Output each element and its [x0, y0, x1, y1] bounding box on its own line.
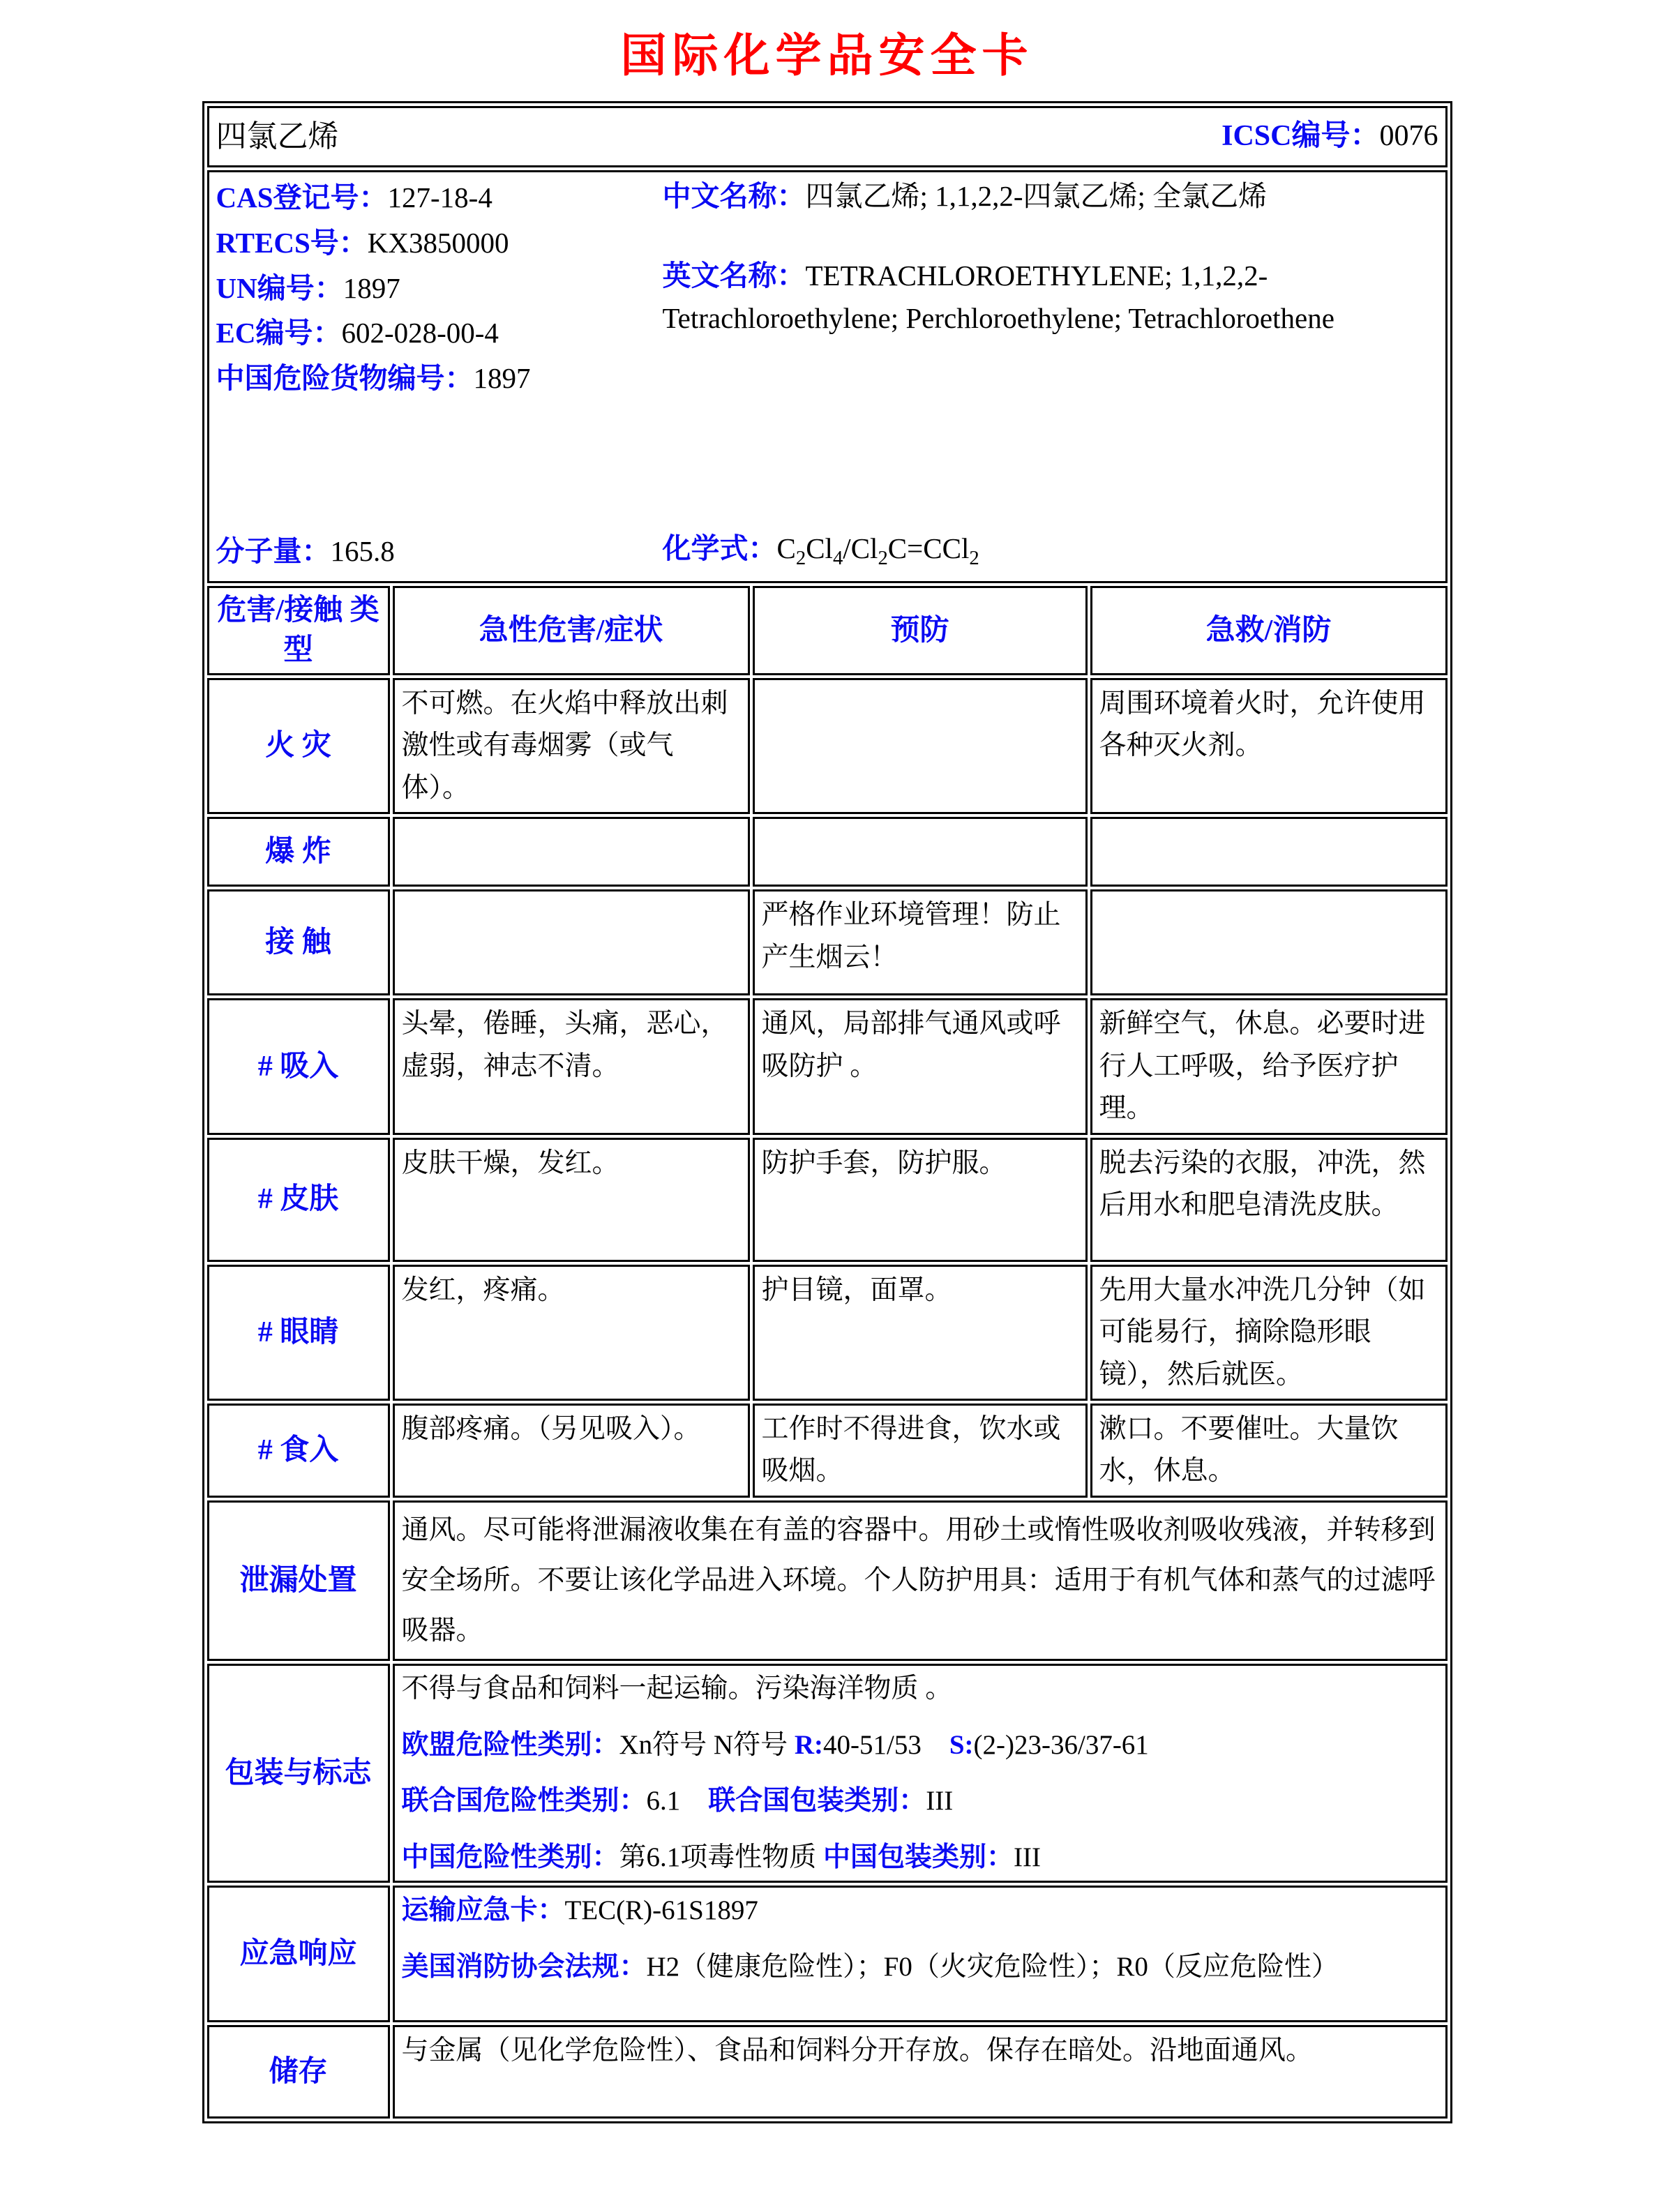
- hazard-row-fire: [207, 678, 1448, 814]
- header-hazard-type: 危害/接触 类型: [207, 586, 390, 675]
- icsc-label: ICSC编号：: [1221, 120, 1380, 153]
- hazard-row-contact: [207, 889, 1448, 995]
- cas-number-line: CAS登记号：127-18-4: [216, 181, 493, 213]
- un-number-line: UN编号：1897: [216, 271, 400, 304]
- spill-content: 通风。尽可能将泄漏液收集在有盖的容器中。用砂土或惰性吸收剂吸收残液，并转移到安全场所。不要让该化学品进入环境。个人防护用具：适用于有机气体和蒸气的过滤呼吸器。: [393, 1500, 1448, 1661]
- ingestion-symptoms-cell: 腹部疼痛。（另见吸入）。: [393, 1404, 750, 1498]
- ingestion-prevention-cell: 工作时不得进食，饮水或吸烟。: [753, 1404, 1088, 1498]
- hazard-row-skin: [207, 1138, 1448, 1262]
- icsc-value: 0076: [1379, 120, 1438, 153]
- packaging-transport-line: 不得与食品和饲料一起运输。污染海洋物质 。: [401, 1673, 953, 1704]
- section-title-packaging: 包装与标志: [207, 1664, 390, 1883]
- section-title-emergency: 应急响应: [207, 1886, 390, 2022]
- skin-symptoms-cell: 皮肤干燥，发红。: [393, 1138, 750, 1262]
- section-title-spill: 泄漏处置: [207, 1500, 390, 1661]
- identity-row: [207, 170, 1448, 583]
- hazard-row-eyes: [207, 1265, 1448, 1401]
- contact-symptoms-cell: [393, 889, 750, 995]
- packaging-content: [393, 1664, 1448, 1883]
- explosion-firstaid-cell: [1090, 817, 1448, 887]
- rtecs-number-line: RTECS号：KX3850000: [216, 226, 509, 259]
- storage-content: 与金属（见化学危险性）、食品和饲料分开存放。保存在暗处。沿地面通风。: [393, 2025, 1448, 2119]
- hazard-header-row: [207, 586, 1448, 675]
- identity-cell: [207, 170, 1448, 583]
- chemical-formula-line: 化学式：$C_2Cl_4/Cl_2C=CCl_2$: [662, 532, 979, 570]
- inhalation-prevention-cell: 通风，局部排气通风或呼吸防护 。: [753, 998, 1088, 1134]
- header-firstaid: 急救/消防: [1090, 586, 1448, 675]
- icsc-number: [1221, 114, 1438, 159]
- chemical-formula: $C_2Cl_4/Cl_2C=CCl_2$: [776, 532, 979, 570]
- row-title-ingestion: # 食入: [207, 1404, 390, 1498]
- fire-prevention-cell: [753, 678, 1088, 814]
- row-title-fire: 火 灾: [207, 678, 390, 814]
- explosion-symptoms-cell: [393, 817, 750, 887]
- row-title-skin: # 皮肤: [207, 1138, 390, 1262]
- row-title-inhalation: # 吸入: [207, 998, 390, 1134]
- contact-firstaid-cell: [1090, 889, 1448, 995]
- fire-firstaid-cell: 周围环境着火时，允许使用各种灭火剂。: [1090, 678, 1448, 814]
- emergency-tec-line: 运输应急卡：TEC(R)-61S1897: [401, 1895, 758, 1926]
- skin-prevention-cell: 防护手套，防护服。: [753, 1138, 1088, 1262]
- header-prevention: 预防: [753, 586, 1088, 675]
- packaging-un-line: 联合国危险性类别：6.1 联合国包装类别：III: [401, 1786, 954, 1816]
- inhalation-firstaid-cell: 新鲜空气，休息。必要时进行人工呼吸，给予医疗护理。: [1090, 998, 1448, 1134]
- contact-prevention-cell: 严格作业环境管理！防止产生烟云！: [753, 889, 1088, 995]
- inhalation-symptoms-cell: 头晕，倦睡，头痛，恶心，虚弱，神志不清。: [393, 998, 750, 1134]
- card-header-row: [207, 106, 1448, 167]
- packaging-china-line: 中国危险性类别：第6.1项毒性物质 中国包装类别：III: [401, 1842, 1042, 1872]
- section-title-storage: 储存: [207, 2025, 390, 2119]
- section-row-emergency: [207, 1886, 1448, 2022]
- eyes-prevention-cell: 护目镜，面罩。: [753, 1265, 1088, 1401]
- header-symptoms: 急性危害/症状: [393, 586, 750, 675]
- chemical-name: 四氯乙烯: [216, 119, 339, 153]
- hazard-row-inhalation: [207, 998, 1448, 1134]
- row-title-explosion: 爆 炸: [207, 817, 390, 887]
- molecular-weight-line: 分子量：165.8: [216, 535, 395, 568]
- fire-symptoms-cell: 不可燃。在火焰中释放出刺激性或有毒烟雾（或气体）。: [393, 678, 750, 814]
- hazard-row-explosion: [207, 817, 1448, 887]
- page-title: 国际化学品安全卡: [620, 31, 1034, 82]
- chinese-name-line: 中文名称：四氯乙烯; 1,1,2,2-四氯乙烯; 全氯乙烯: [662, 180, 1268, 212]
- card-header-cell: [207, 106, 1448, 167]
- eyes-symptoms-cell: 发红，疼痛。: [393, 1265, 750, 1401]
- safety-card-table: [202, 101, 1452, 2123]
- explosion-prevention-cell: [753, 817, 1088, 887]
- ingestion-firstaid-cell: 漱口。不要催吐。大量饮水，休息。: [1090, 1404, 1448, 1498]
- names-block: [663, 175, 1438, 578]
- skin-firstaid-cell: 脱去污染的衣服，冲洗，然后用水和肥皂清洗皮肤。: [1090, 1138, 1448, 1262]
- section-row-storage: [207, 2025, 1448, 2119]
- row-title-eyes: # 眼睛: [207, 1265, 390, 1401]
- china-dg-number-line: 中国危险货物编号：1897: [216, 362, 531, 395]
- section-row-spill: [207, 1500, 1448, 1661]
- english-name-line: 英文名称：TETRACHLOROETHYLENE; 1,1,2,2-Tetrachloroethylene; Perchloroethylene; Tetrachloroethene: [662, 259, 1335, 334]
- packaging-eu-line: 欧盟危险性类别：Xn符号 N符号 R:40-51/53 S:(2-)23-36/37-61: [401, 1729, 1149, 1760]
- section-row-packaging: [207, 1664, 1448, 1883]
- identifier-list: [216, 175, 663, 578]
- eyes-firstaid-cell: 先用大量水冲洗几分钟（如可能易行，摘除隐形眼镜），然后就医。: [1090, 1265, 1448, 1401]
- row-title-contact: 接 触: [207, 889, 390, 995]
- emergency-content: [393, 1886, 1448, 2022]
- emergency-nfpa-line: 美国消防协会法规：H2（健康危险性）；F0（火灾危险性）；R0（反应危险性）: [401, 1951, 1339, 1982]
- ec-number-line: EC编号：602-028-00-4: [216, 317, 499, 349]
- hazard-row-ingestion: [207, 1404, 1448, 1498]
